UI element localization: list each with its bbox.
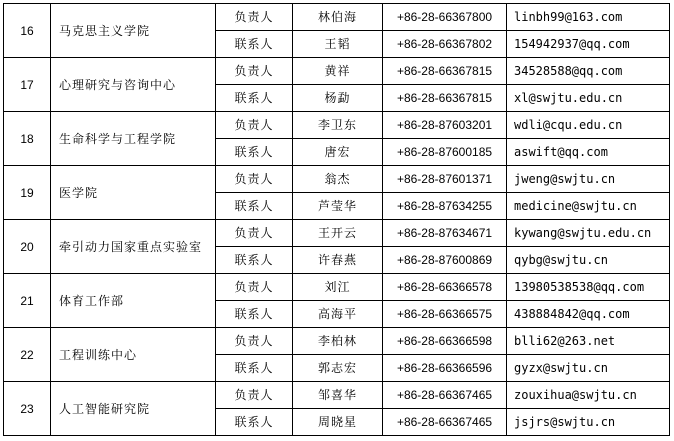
row-number: 17 <box>4 58 51 112</box>
unit-name: 人工智能研究院 <box>51 382 216 436</box>
row-number: 19 <box>4 166 51 220</box>
contact-phone: +86-28-87603201 <box>383 112 507 139</box>
unit-name: 生命科学与工程学院 <box>51 112 216 166</box>
unit-name: 体育工作部 <box>51 274 216 328</box>
contact-name: 杨勐 <box>293 85 383 112</box>
row-number: 23 <box>4 382 51 436</box>
contact-role: 联系人 <box>216 247 293 274</box>
contact-name: 许春燕 <box>293 247 383 274</box>
contact-role: 负责人 <box>216 112 293 139</box>
contact-role: 联系人 <box>216 301 293 328</box>
contact-role: 联系人 <box>216 355 293 382</box>
contact-phone: +86-28-66367465 <box>383 382 507 409</box>
contact-table <box>3 3 670 436</box>
contact-email: kywang@swjtu.edu.cn <box>507 220 670 247</box>
contact-role: 联系人 <box>216 31 293 58</box>
contact-phone: +86-28-66367815 <box>383 58 507 85</box>
contact-name: 李柏林 <box>293 328 383 355</box>
table-row <box>4 220 670 247</box>
contact-name: 翁杰 <box>293 166 383 193</box>
contact-email: 154942937@qq.com <box>507 31 670 58</box>
contact-email: medicine@swjtu.cn <box>507 193 670 220</box>
contact-role: 负责人 <box>216 220 293 247</box>
table-row <box>4 166 670 193</box>
row-number: 18 <box>4 112 51 166</box>
contact-phone: +86-28-66366598 <box>383 328 507 355</box>
contact-phone: +86-28-66367465 <box>383 409 507 436</box>
contact-phone: +86-28-66367800 <box>383 4 507 31</box>
unit-name: 心理研究与咨询中心 <box>51 58 216 112</box>
contact-name: 唐宏 <box>293 139 383 166</box>
row-number: 20 <box>4 220 51 274</box>
contact-email: blli62@263.net <box>507 328 670 355</box>
contact-name: 郭志宏 <box>293 355 383 382</box>
contact-name: 刘江 <box>293 274 383 301</box>
contact-name: 芦莹华 <box>293 193 383 220</box>
contact-email: aswift@qq.com <box>507 139 670 166</box>
contact-name: 黄祥 <box>293 58 383 85</box>
contact-name: 王韬 <box>293 31 383 58</box>
contact-email: zouxihua@swjtu.cn <box>507 382 670 409</box>
contact-role: 联系人 <box>216 409 293 436</box>
unit-name: 牵引动力国家重点实验室 <box>51 220 216 274</box>
row-number: 22 <box>4 328 51 382</box>
contact-name: 高海平 <box>293 301 383 328</box>
contact-name: 林伯海 <box>293 4 383 31</box>
contact-phone: +86-28-87634255 <box>383 193 507 220</box>
contact-email: 34528588@qq.com <box>507 58 670 85</box>
contact-role: 联系人 <box>216 85 293 112</box>
contact-role: 负责人 <box>216 4 293 31</box>
contact-phone: +86-28-87600869 <box>383 247 507 274</box>
contact-email: jweng@swjtu.cn <box>507 166 670 193</box>
contact-phone: +86-28-66366596 <box>383 355 507 382</box>
contact-email: 438884842@qq.com <box>507 301 670 328</box>
row-number: 21 <box>4 274 51 328</box>
contact-role: 联系人 <box>216 193 293 220</box>
contact-phone: +86-28-66366578 <box>383 274 507 301</box>
contact-email: wdli@cqu.edu.cn <box>507 112 670 139</box>
contact-name: 王开云 <box>293 220 383 247</box>
contact-name: 周晓星 <box>293 409 383 436</box>
contact-phone: +86-28-87634671 <box>383 220 507 247</box>
contact-role: 负责人 <box>216 328 293 355</box>
contact-email: jsjrs@swjtu.cn <box>507 409 670 436</box>
table-row <box>4 112 670 139</box>
contact-email: qybg@swjtu.cn <box>507 247 670 274</box>
contact-email: gyzx@swjtu.cn <box>507 355 670 382</box>
table-row <box>4 274 670 301</box>
contact-email: xl@swjtu.edu.cn <box>507 85 670 112</box>
table-row <box>4 328 670 355</box>
unit-name: 马克思主义学院 <box>51 4 216 58</box>
contact-email: linbh99@163.com <box>507 4 670 31</box>
contact-email: 13980538538@qq.com <box>507 274 670 301</box>
contact-phone: +86-28-66367802 <box>383 31 507 58</box>
table-body <box>4 4 670 436</box>
contact-name: 李卫东 <box>293 112 383 139</box>
table-row <box>4 58 670 85</box>
contact-phone: +86-28-87601371 <box>383 166 507 193</box>
unit-name: 医学院 <box>51 166 216 220</box>
contact-role: 负责人 <box>216 166 293 193</box>
table-row <box>4 4 670 31</box>
contact-phone: +86-28-66366575 <box>383 301 507 328</box>
contact-role: 负责人 <box>216 274 293 301</box>
row-number: 16 <box>4 4 51 58</box>
contact-role: 联系人 <box>216 139 293 166</box>
contact-phone: +86-28-87600185 <box>383 139 507 166</box>
contact-phone: +86-28-66367815 <box>383 85 507 112</box>
contact-role: 负责人 <box>216 382 293 409</box>
table-row <box>4 382 670 409</box>
contact-role: 负责人 <box>216 58 293 85</box>
unit-name: 工程训练中心 <box>51 328 216 382</box>
contact-name: 邹喜华 <box>293 382 383 409</box>
